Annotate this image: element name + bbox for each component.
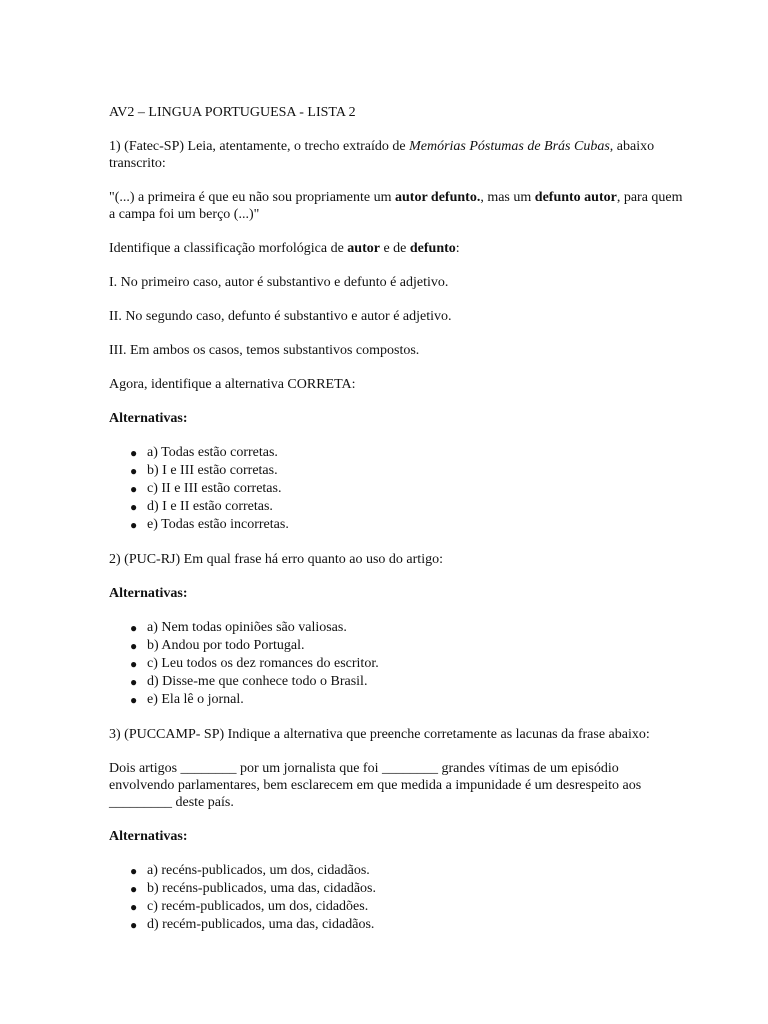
bullet-icon: ● (130, 882, 138, 896)
q3-alternatives-heading: Alternativas: (109, 829, 188, 844)
q1-quote-part-c: , para quem a campa foi um berço (...)" (109, 190, 683, 222)
document-title: AV2 – LINGUA PORTUGUESA - LISTA 2 (109, 105, 356, 120)
q1-book-title: Memórias Póstumas de Brás Cubas (409, 139, 610, 154)
q3-option-b-text: b) recéns-publicados, uma das, cidadãos. (147, 881, 376, 896)
q3-options-list (109, 862, 684, 934)
bullet-icon: ● (130, 657, 138, 671)
q2-option-a (109, 619, 684, 637)
q2-option-b-text: b) Andou por todo Portugal. (147, 638, 305, 653)
q2-option-d (109, 673, 684, 691)
q1-statement-3: III. Em ambos os casos, temos substantivos compostos. (109, 343, 420, 358)
q2-option-e (109, 691, 684, 709)
bullet-icon: ● (130, 482, 138, 496)
q1-option-a-text: a) Todas estão corretas. (147, 445, 278, 460)
q2-option-b (109, 637, 684, 655)
q1-option-b (109, 462, 684, 480)
bullet-icon: ● (130, 518, 138, 532)
q2-options-list (109, 619, 684, 709)
q1-ask-bold-2: defunto (409, 241, 456, 256)
q1-ask (109, 240, 684, 257)
q1-quote (109, 189, 684, 223)
q1-statement-1: I. No primeiro caso, autor é substantivo e defunto é adjetivo. (109, 275, 449, 290)
bullet-icon: ● (130, 900, 138, 914)
q1-intro-suffix: , abaixo transcrito: (109, 139, 655, 171)
q3-option-c-text: c) recém-publicados, um dos, cidadões. (147, 899, 369, 914)
q3-option-c (109, 898, 684, 916)
q3-option-b (109, 880, 684, 898)
q2-option-a-text: a) Nem todas opiniões são valiosas. (147, 620, 347, 635)
q1-quote-part-b: , mas um (480, 190, 535, 205)
bullet-icon: ● (130, 864, 138, 878)
document-page (109, 104, 684, 951)
q1-quote-bold-2: defunto autor (534, 190, 617, 205)
q3-option-a (109, 862, 684, 880)
bullet-icon: ● (130, 693, 138, 707)
q1-intro (109, 138, 684, 172)
q1-ask-part-c: : (455, 241, 460, 256)
q1-option-b-text: b) I e III estão corretas. (147, 463, 278, 478)
q3-question: 3) (PUCCAMP- SP) Indique a alternativa que preenche corretamente as lacunas da frase abaixo: (109, 727, 650, 742)
q2-option-e-text: e) Ela lê o jornal. (147, 692, 244, 707)
bullet-icon: ● (130, 464, 138, 478)
q1-option-e-text: e) Todas estão incorretas. (147, 517, 289, 532)
bullet-icon: ● (130, 500, 138, 514)
q1-alternatives-heading: Alternativas: (109, 411, 188, 426)
bullet-icon: ● (130, 621, 138, 635)
q1-ask-bold-1: autor (347, 241, 380, 256)
q1-instruction: Agora, identifique a alternativa CORRETA: (109, 377, 356, 392)
q2-question: 2) (PUC-RJ) Em qual frase há erro quanto ao uso do artigo: (109, 552, 443, 567)
q1-option-c-text: c) II e III estão corretas. (147, 481, 282, 496)
q2-option-d-text: d) Disse-me que conhece todo o Brasil. (147, 674, 368, 689)
q2-option-c (109, 655, 684, 673)
q1-options-list (109, 444, 684, 534)
q1-statement-2: II. No segundo caso, defunto é substantivo e autor é adjetivo. (109, 309, 452, 324)
q1-quote-part-a: "(...) a primeira é que eu não sou propriamente um (109, 190, 396, 205)
q1-ask-part-a: Identifique a classificação morfológica de (109, 241, 348, 256)
q1-option-e (109, 516, 684, 534)
q2-alternatives-heading: Alternativas: (109, 586, 188, 601)
q1-option-a (109, 444, 684, 462)
q1-option-c (109, 480, 684, 498)
q3-sentence: Dois artigos ________ por um jornalista que foi ________ grandes vítimas de um episódio envolvendo parlamentares, bem esclarecem em que medida a impunidade é um desrespeito aos _________ deste país. (109, 761, 642, 810)
q3-option-a-text: a) recéns-publicados, um dos, cidadãos. (147, 863, 370, 878)
q1-quote-bold-1: autor defunto. (395, 190, 481, 205)
q1-option-d (109, 498, 684, 516)
bullet-icon: ● (130, 918, 138, 932)
q2-option-c-text: c) Leu todos os dez romances do escritor. (147, 656, 379, 671)
q3-option-d (109, 916, 684, 934)
bullet-icon: ● (130, 675, 138, 689)
q1-option-d-text: d) I e II estão corretas. (147, 499, 273, 514)
q1-intro-prefix: 1) (Fatec-SP) Leia, atentamente, o trecho extraído de (109, 139, 410, 154)
bullet-icon: ● (130, 639, 138, 653)
q1-ask-part-b: e de (379, 241, 410, 256)
bullet-icon: ● (130, 446, 138, 460)
q3-option-d-text: d) recém-publicados, uma das, cidadãos. (147, 917, 375, 932)
